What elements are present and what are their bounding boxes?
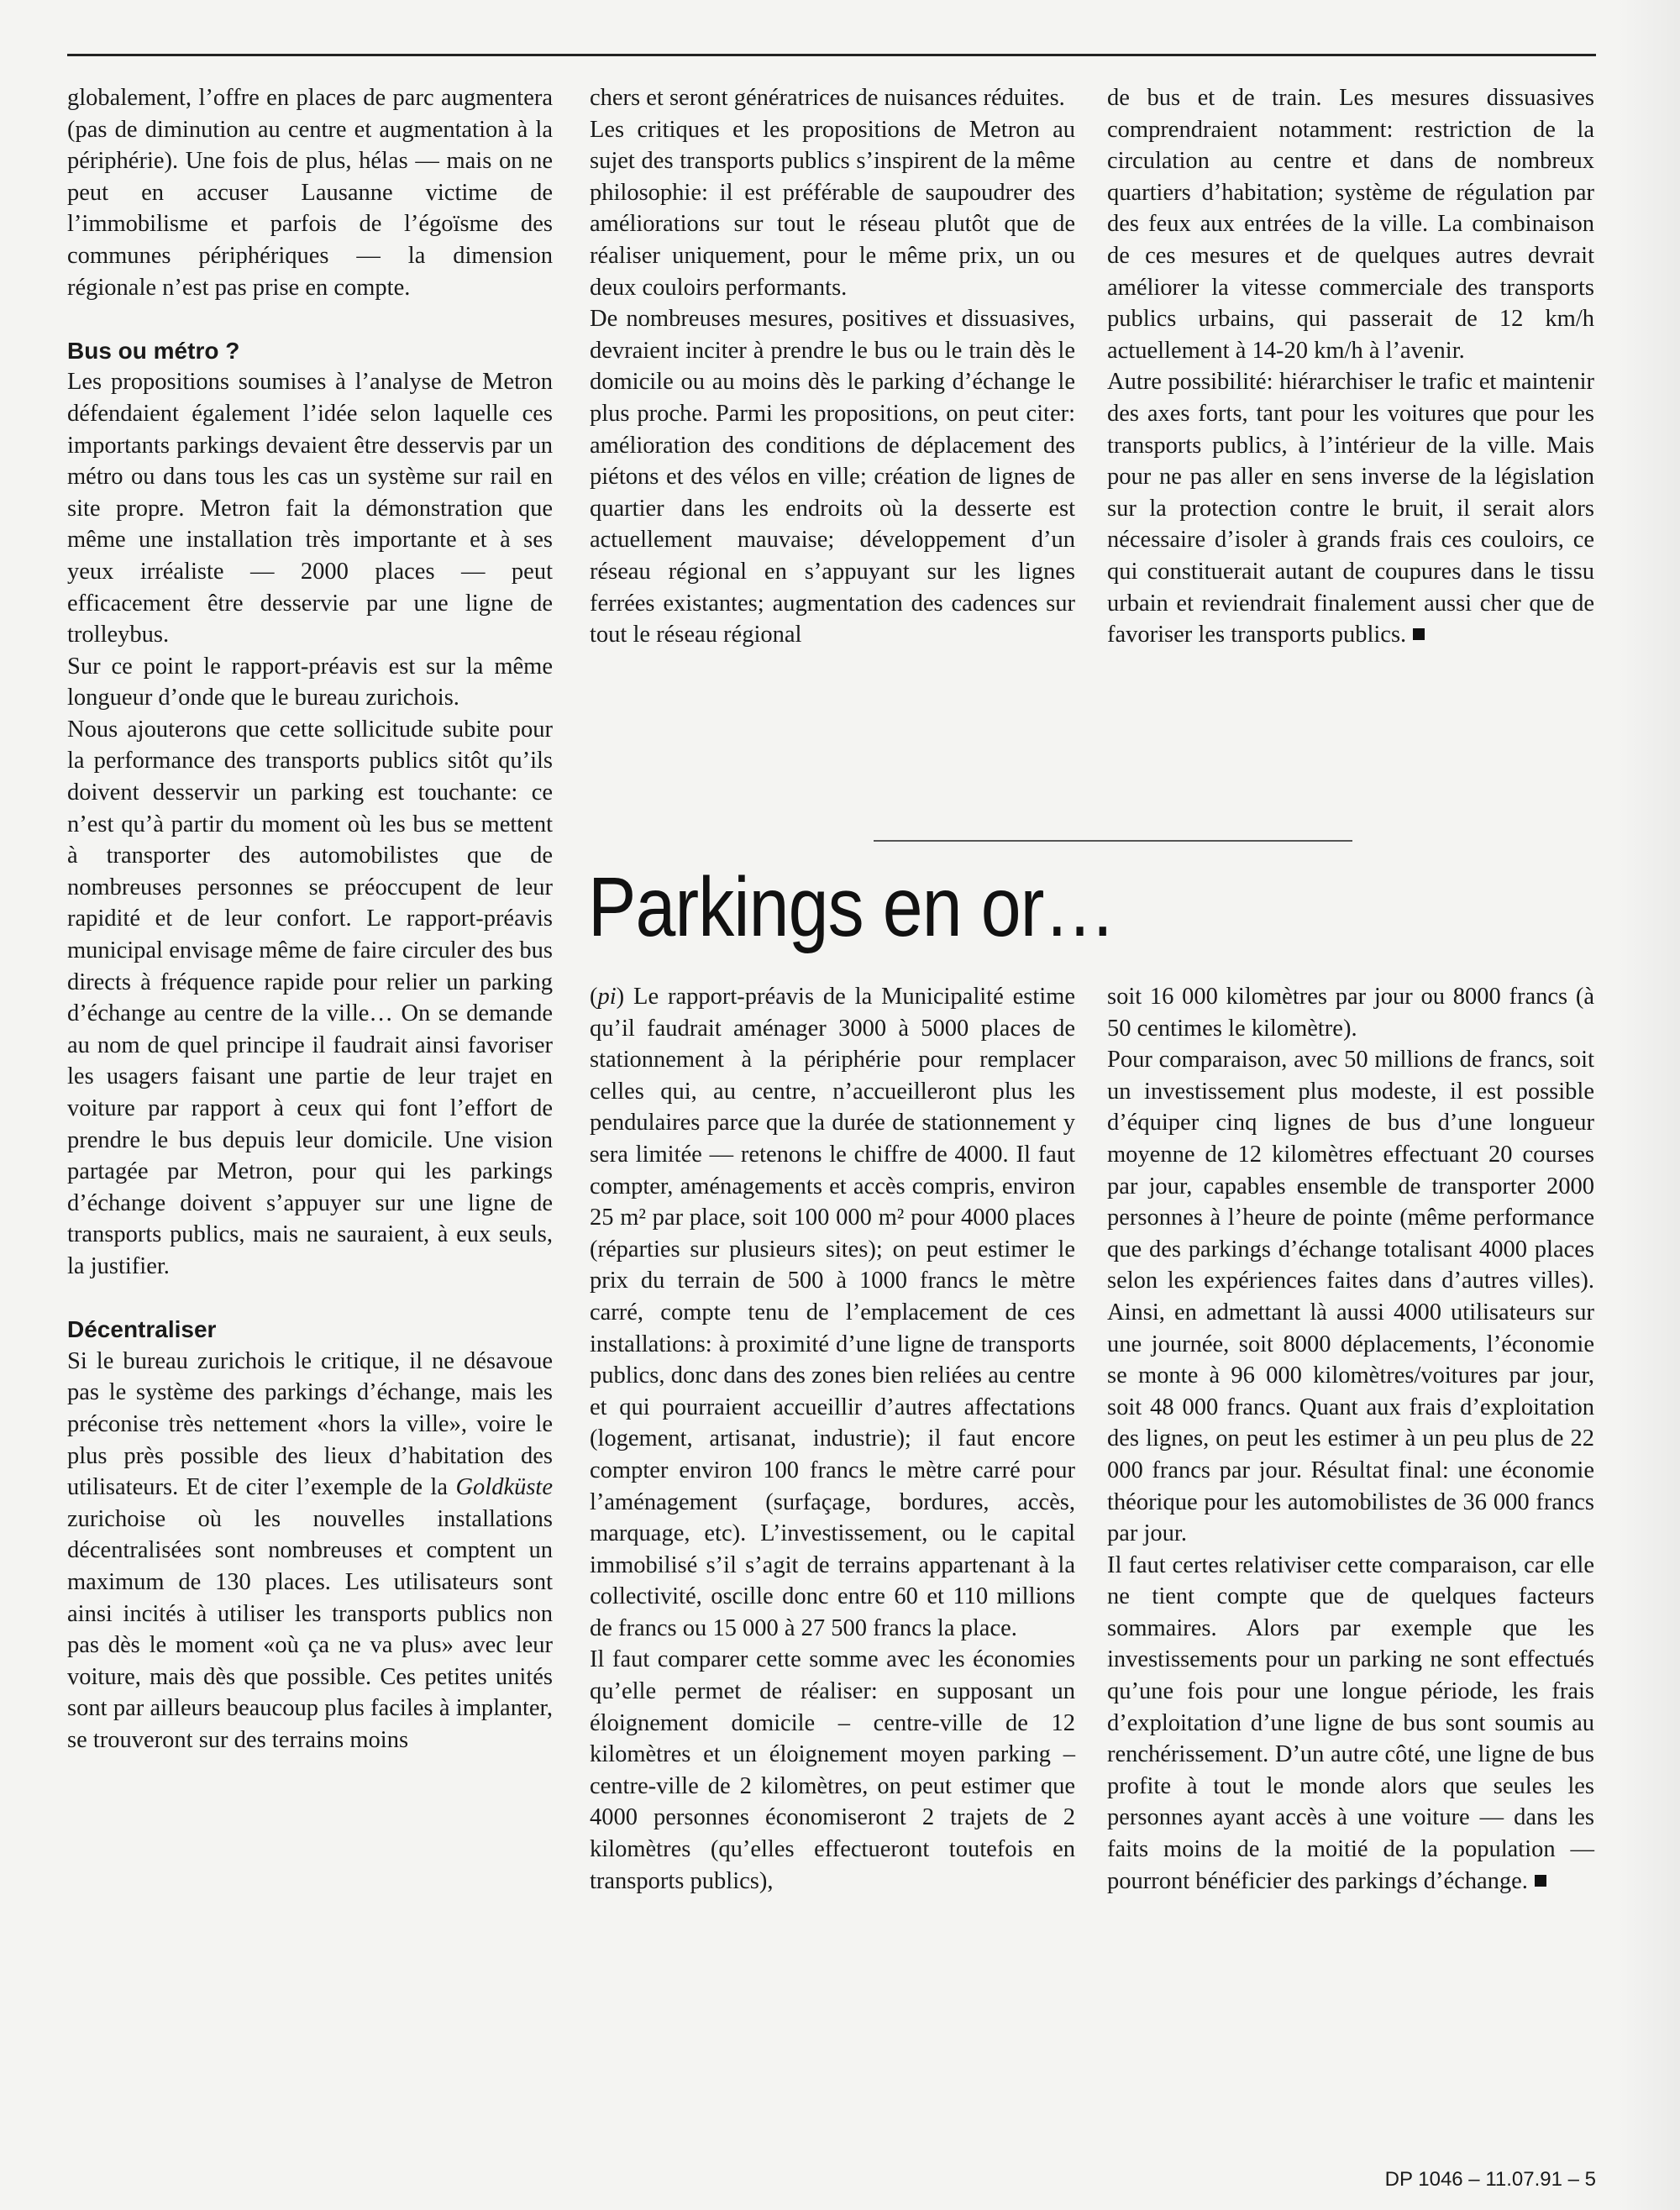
end-of-article-mark: [1535, 1875, 1546, 1887]
byline-initials: pi: [597, 984, 617, 1010]
paragraph: globalement, l’offre en places de parc augmentera (pas de diminution au centre et augmentation à la périphérie). Une fois de plus, hélas — mais on ne peut en accuser Lausanne victime de l’immobilisme et parfois de l’égoïsme des communes périphériques — la dimension régionale n’est pas prise en compte.: [67, 85, 553, 301]
paragraph: Nous ajouterons que cette sollicitude subite pour la performance des transports publics sitôt qu’ils doivent desservir un parking est touchante: ce n’est qu’à partir du moment où les bus se mettent à transporter des automobilistes que de nombreuses personnes se préoccupent de leur rapidité et de leur confort. Le rapport-préavis municipal envisage même de faire circuler des bus directs à fréquence rapide pour relier un parking d’échange au centre de la ville… On se demande au nom de quel principe il faudrait ainsi favoriser les usagers faisant une partie de leur trajet en voiture par rapport à ceux qui font l’effort de prendre le bus depuis leur domicile. Une vision partagée par Metron, pour qui les parkings d’échange doivent s’appuyer sur une ligne de transports publics, mais ne sauraient, à eux seuls, la justifier.: [67, 716, 553, 1279]
italic-term: Goldküste: [455, 1474, 553, 1501]
article1-column-3: [1107, 82, 1594, 651]
paragraph: Pour comparaison, avec 50 millions de francs, soit un investissement plus modeste, il est possible d’équiper cinq lignes de bus d’une longueur moyenne de 12 kilomètres effectuant 20 courses par jour, capables ensemble de transporter 2000 personnes à l’heure de pointe (même performance que des parkings d’échange totalisant 4000 places selon les expériences faites dans d’autres villes). Ainsi, en admettant là aussi 4000 utilisateurs sur une journée, soit 8000 déplacements, l’économie se monte à 96 000 kilomètres/voitures par jour, soit 48 000 francs. Quant aux frais d’exploitation des lignes, on peut les estimer à un peu plus de 22 000 francs par jour. Résultat final: une économie théorique pour les automobilistes de 36 000 francs par jour.: [1107, 1047, 1594, 1547]
article1-column-2: [590, 82, 1075, 651]
paragraph: de bus et de train. Les mesures dissuasives comprendraient notamment: restriction de la circulation au centre et dans de nombreux quartiers d’habitation; système de régulation par des feux aux entrées de la ville. La combinaison de ces mesures et de quelques autres devrait améliorer la vitesse commerciale des transports publics urbains, qui passerait de 12 km/h actuellement à 14-20 km/h à l’avenir.: [1107, 85, 1594, 364]
article2-headline: Parkings en or…: [588, 860, 1116, 954]
paragraph: Il faut certes relativiser cette comparaison, car elle ne tient compte que de quelques facteurs sommaires. Alors par exemple que les investissements pour un parking ne sont effectués qu’une fois pour une longue période, les frais d’exploitation d’une ligne de bus sont soumis au renchérissement. D’un autre côté, une ligne de bus profite à tout le monde alors que seules les personnes ayant accès à une voiture — dans les faits moins de la moitié de la population — pourront bénéficier des parkings d’échange.: [1107, 1551, 1594, 1894]
section-heading-decentraliser: Décentraliser: [67, 1316, 217, 1343]
page-footer: DP 1046 – 11.07.91 – 5: [1384, 2168, 1596, 2191]
paragraph: Autre possibilité: hiérarchiser le trafic et maintenir des axes forts, tant pour les voitures que pour les transports publics, à l’intérieur de la ville. Mais pour ne pas aller en sens inverse de la législation sur la protection contre le bruit, il serait alors nécessaire d’isoler à grands frais ces couloirs, ce qui constituerait autant de coupures dans le tissu urbain et reviendrait finalement aussi cher que de favoriser les transports publics.: [1107, 369, 1594, 648]
paragraph: chers et seront génératrices de nuisances réduites.: [590, 85, 1065, 111]
paragraph: Il faut comparer cette somme avec les économies qu’elle permet de réaliser: en supposant un éloignement domicile – centre-ville de 12 kilomètres et un éloignement moyen parking – centre-ville de 2 kilomètres, on peut estimer que 4000 personnes économiseront 2 trajets de 2 kilomètres (qu’elles effectueront toutefois en transports publics),: [590, 1646, 1075, 1894]
paragraph: (pi) Le rapport-préavis de la Municipalité estime qu’il faudrait aménager 3000 à 5000 places de stationnement à la périphérie pour remplacer celles qui, au centre, n’accueilleront plus les pendulaires parce que la durée de stationnement y sera limitée — retenons le chiffre de 4000. Il faut compter, aménagements et accès compris, environ 25 m² par place, soit 100 000 m² pour 4000 places (réparties sur plusieurs sites); on peut estimer le prix du terrain de 500 à 1000 francs le mètre carré, compte tenu de l’emplacement de ces installations: à proximité d’une ligne de transports publics, donc dans des zones bien reliées au centre et qui pourraient accueillir d’autres affectations (logement, artisanat, industrie); il faut encore compter environ 100 francs le mètre carré pour l’aménagement (surfaçage, bordures, accès, marquage, etc). L’investissement, ou le capital immobilisé s’il s’agit de terrains appartenant à la collectivité, oscille donc entre 60 et 110 millions de francs ou 15 000 à 27 500 francs la place.: [590, 984, 1075, 1641]
article2-column-1: [590, 981, 1075, 1897]
paragraph: Si le bureau zurichois le critique, il ne désavoue pas le système des parkings d’échange, mais les préconise très nettement «hors la ville», voire le plus près possible des lieux d’habitation des utilisateurs. Et de citer l’exemple de la Goldküste zurichoise où les nouvelles installations décentralisées sont nombreuses et comptent un maximum de 130 places. Les utilisateurs sont ainsi incités à utiliser les transports publics non pas dès le moment «où ça ne va plus» avec leur voiture, mais dès que possible. Ces petites unités sont par ailleurs beaucoup plus faciles à implanter, se trouveront sur des terrains moins: [67, 1347, 553, 1753]
paragraph: Sur ce point le rapport-préavis est sur la même longueur d’onde que le bureau zurichois.: [67, 653, 553, 711]
section-heading-bus-ou-metro: Bus ou métro ?: [67, 337, 240, 364]
end-of-article-mark: [1413, 628, 1425, 640]
article2-column-2: [1107, 981, 1594, 1897]
paragraph: Les propositions soumises à l’analyse de Metron défendaient également l’idée selon laquelle ces importants parkings devaient être desservis par un métro ou dans tous les cas un système sur rail en site propre. Metron fait la démonstration que même une installation très importante et à ses yeux irréaliste — 2000 places — peut efficacement être desservie par une ligne de trolleybus.: [67, 369, 553, 648]
paragraph: Les critiques et les propositions de Metron au sujet des transports publics s’inspirent de la même philosophie: il est préférable de saupoudrer des améliorations sur tout le réseau plutôt que de réaliser uniquement, pour le même prix, un ou deux couloirs performants.: [590, 116, 1075, 301]
top-rule: [67, 54, 1596, 56]
article-separator-rule: [874, 840, 1352, 842]
article1-column-1: [67, 82, 553, 1756]
scan-edge-shadow: [1617, 0, 1680, 2210]
paragraph: De nombreuses mesures, positives et dissuasives, devraient inciter à prendre le bus ou le train dès le domicile ou au moins dès le parking d’échange le plus proche. Parmi les propositions, on peut citer: amélioration des conditions de déplacement des piétons et des vélos en ville; création de lignes de quartier dans les endroits où la desserte est actuellement mauvaise; développement d’un réseau régional en s’appuyant sur les lignes ferrées existantes; augmentation des cadences sur tout le réseau régional: [590, 306, 1075, 648]
paragraph: soit 16 000 kilomètres par jour ou 8000 francs (à 50 centimes le kilomètre).: [1107, 984, 1594, 1042]
